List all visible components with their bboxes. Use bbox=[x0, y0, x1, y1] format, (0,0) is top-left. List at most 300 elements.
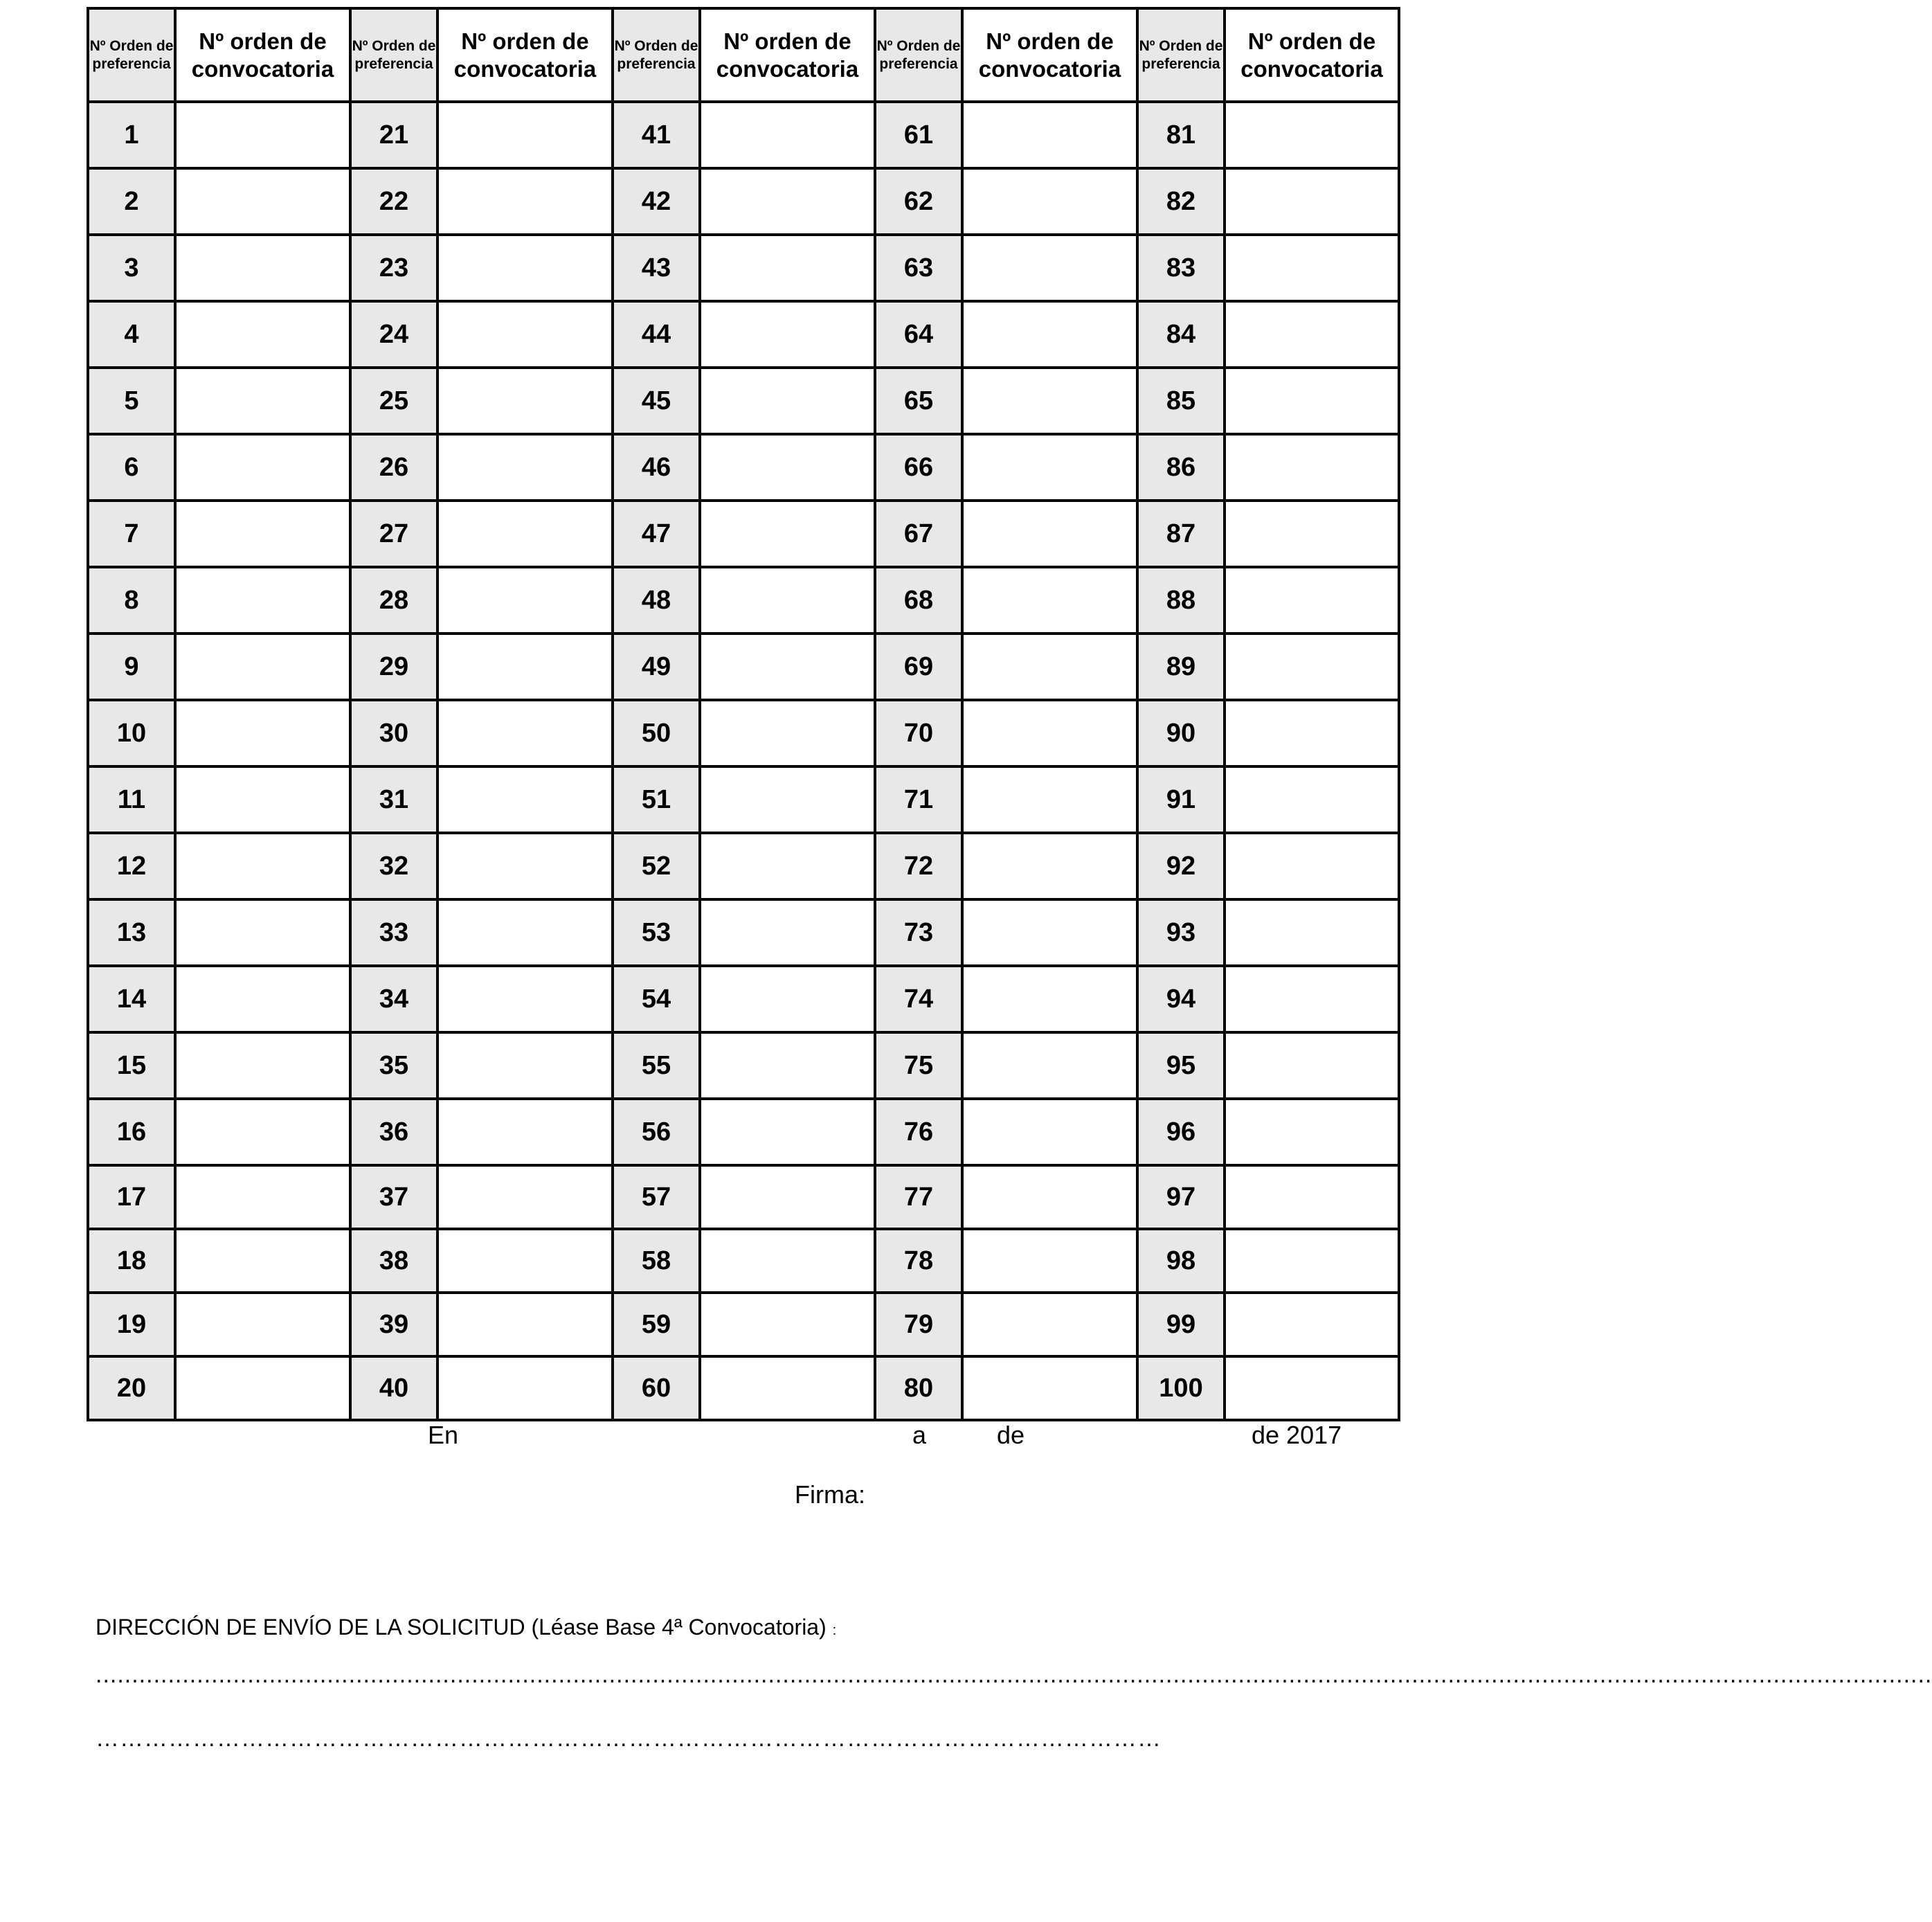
preference-number: 55 bbox=[613, 1032, 700, 1099]
preference-number: 20 bbox=[88, 1356, 175, 1420]
header-orden-convocatoria: Nº orden de convocatoria bbox=[962, 8, 1137, 102]
preference-number: 99 bbox=[1137, 1293, 1225, 1356]
preference-number: 61 bbox=[875, 102, 962, 168]
convocatoria-cell[interactable] bbox=[1225, 1165, 1399, 1229]
table-row bbox=[88, 1356, 1399, 1420]
convocatoria-cell[interactable] bbox=[437, 102, 613, 168]
address-line-2[interactable]: …………………………………………………………………………………………………………………… bbox=[96, 1725, 1162, 1752]
preference-number: 40 bbox=[350, 1356, 437, 1420]
convocatoria-cell[interactable] bbox=[1225, 1032, 1399, 1099]
convocatoria-cell[interactable] bbox=[175, 168, 350, 235]
convocatoria-cell[interactable] bbox=[1225, 1356, 1399, 1420]
convocatoria-input[interactable] bbox=[439, 502, 611, 566]
convocatoria-input[interactable] bbox=[177, 701, 349, 765]
convocatoria-cell[interactable] bbox=[700, 102, 875, 168]
convocatoria-cell[interactable] bbox=[1225, 235, 1399, 301]
convocatoria-input[interactable] bbox=[1226, 635, 1398, 699]
preference-number: 14 bbox=[88, 966, 175, 1032]
convocatoria-cell[interactable] bbox=[175, 434, 350, 501]
preference-number: 53 bbox=[613, 899, 700, 966]
convocatoria-input[interactable] bbox=[701, 303, 874, 366]
preference-number: 82 bbox=[1137, 168, 1225, 235]
convocatoria-input[interactable] bbox=[177, 635, 349, 699]
convocatoria-input[interactable] bbox=[701, 1100, 874, 1164]
preference-number: 22 bbox=[350, 168, 437, 235]
preference-number: 44 bbox=[613, 301, 700, 368]
convocatoria-input[interactable] bbox=[1226, 103, 1398, 167]
convocatoria-input[interactable] bbox=[439, 967, 611, 1031]
convocatoria-cell[interactable] bbox=[962, 1032, 1137, 1099]
convocatoria-cell[interactable] bbox=[700, 235, 875, 301]
convocatoria-cell[interactable] bbox=[700, 634, 875, 700]
convocatoria-input[interactable] bbox=[439, 1034, 611, 1097]
convocatoria-cell[interactable] bbox=[962, 434, 1137, 501]
convocatoria-input[interactable] bbox=[177, 834, 349, 898]
convocatoria-input[interactable] bbox=[701, 568, 874, 632]
preference-number: 18 bbox=[88, 1229, 175, 1293]
table-row bbox=[88, 833, 1399, 899]
convocatoria-input[interactable] bbox=[177, 568, 349, 632]
convocatoria-input[interactable] bbox=[1226, 768, 1398, 832]
convocatoria-input[interactable] bbox=[964, 502, 1136, 566]
convocatoria-input[interactable] bbox=[701, 502, 874, 566]
convocatoria-input[interactable] bbox=[1226, 236, 1398, 300]
convocatoria-cell[interactable] bbox=[437, 368, 613, 434]
preference-number: 38 bbox=[350, 1229, 437, 1293]
convocatoria-cell[interactable] bbox=[175, 368, 350, 434]
convocatoria-cell[interactable] bbox=[437, 301, 613, 368]
convocatoria-input[interactable] bbox=[1226, 435, 1398, 499]
convocatoria-cell[interactable] bbox=[175, 966, 350, 1032]
preference-number: 63 bbox=[875, 235, 962, 301]
convocatoria-input[interactable] bbox=[439, 901, 611, 964]
table-row bbox=[88, 1032, 1399, 1099]
convocatoria-input[interactable] bbox=[439, 170, 611, 233]
convocatoria-input[interactable] bbox=[439, 834, 611, 898]
convocatoria-input[interactable] bbox=[964, 768, 1136, 832]
preference-number: 6 bbox=[88, 434, 175, 501]
convocatoria-cell[interactable] bbox=[175, 1032, 350, 1099]
table-row bbox=[88, 700, 1399, 766]
preference-number: 100 bbox=[1137, 1356, 1225, 1420]
convocatoria-input[interactable] bbox=[439, 303, 611, 366]
convocatoria-cell[interactable] bbox=[962, 700, 1137, 766]
preference-number: 83 bbox=[1137, 235, 1225, 301]
convocatoria-input[interactable] bbox=[1226, 834, 1398, 898]
preference-number: 31 bbox=[350, 766, 437, 833]
convocatoria-input[interactable] bbox=[964, 1167, 1136, 1228]
convocatoria-input[interactable] bbox=[1226, 568, 1398, 632]
preference-number: 2 bbox=[88, 168, 175, 235]
preference-number: 98 bbox=[1137, 1229, 1225, 1293]
convocatoria-input[interactable] bbox=[964, 1294, 1136, 1355]
convocatoria-input[interactable] bbox=[177, 1230, 349, 1291]
preference-number: 46 bbox=[613, 434, 700, 501]
convocatoria-cell[interactable] bbox=[437, 1293, 613, 1356]
convocatoria-cell[interactable] bbox=[175, 235, 350, 301]
convocatoria-input[interactable] bbox=[177, 967, 349, 1031]
day-label: a bbox=[912, 1421, 927, 1449]
convocatoria-cell[interactable] bbox=[962, 102, 1137, 168]
convocatoria-input[interactable] bbox=[177, 435, 349, 499]
preference-number: 59 bbox=[613, 1293, 700, 1356]
convocatoria-cell[interactable] bbox=[700, 1099, 875, 1165]
convocatoria-input[interactable] bbox=[1226, 967, 1398, 1031]
convocatoria-cell[interactable] bbox=[962, 833, 1137, 899]
convocatoria-input[interactable] bbox=[964, 1100, 1136, 1164]
convocatoria-cell[interactable] bbox=[962, 966, 1137, 1032]
convocatoria-input[interactable] bbox=[964, 369, 1136, 433]
convocatoria-input[interactable] bbox=[964, 967, 1136, 1031]
preference-number: 4 bbox=[88, 301, 175, 368]
convocatoria-input[interactable] bbox=[439, 768, 611, 832]
convocatoria-cell[interactable] bbox=[1225, 501, 1399, 567]
preference-number: 78 bbox=[875, 1229, 962, 1293]
preference-number: 33 bbox=[350, 899, 437, 966]
convocatoria-input[interactable] bbox=[439, 568, 611, 632]
convocatoria-input[interactable] bbox=[964, 170, 1136, 233]
convocatoria-input[interactable] bbox=[177, 236, 349, 300]
convocatoria-input[interactable] bbox=[1226, 1167, 1398, 1228]
convocatoria-input[interactable] bbox=[439, 103, 611, 167]
convocatoria-input[interactable] bbox=[439, 635, 611, 699]
preference-number: 11 bbox=[88, 766, 175, 833]
preference-table bbox=[87, 7, 1400, 1421]
convocatoria-input[interactable] bbox=[177, 1294, 349, 1355]
table-header-row bbox=[88, 8, 1399, 102]
convocatoria-cell[interactable] bbox=[700, 899, 875, 966]
table-row bbox=[88, 567, 1399, 634]
convocatoria-input[interactable] bbox=[1226, 1358, 1398, 1419]
convocatoria-cell[interactable] bbox=[437, 634, 613, 700]
convocatoria-input[interactable] bbox=[439, 1167, 611, 1228]
convocatoria-cell[interactable] bbox=[1225, 168, 1399, 235]
convocatoria-cell[interactable] bbox=[437, 1356, 613, 1420]
preference-number: 66 bbox=[875, 434, 962, 501]
table-row bbox=[88, 434, 1399, 501]
convocatoria-input[interactable] bbox=[701, 1167, 874, 1228]
convocatoria-input[interactable] bbox=[964, 1230, 1136, 1291]
convocatoria-cell[interactable] bbox=[962, 168, 1137, 235]
convocatoria-cell[interactable] bbox=[175, 1229, 350, 1293]
convocatoria-input[interactable] bbox=[439, 701, 611, 765]
convocatoria-input[interactable] bbox=[964, 701, 1136, 765]
convocatoria-cell[interactable] bbox=[175, 102, 350, 168]
convocatoria-cell[interactable] bbox=[700, 567, 875, 634]
preference-number: 10 bbox=[88, 700, 175, 766]
convocatoria-cell[interactable] bbox=[437, 1099, 613, 1165]
convocatoria-cell[interactable] bbox=[437, 168, 613, 235]
preference-number: 29 bbox=[350, 634, 437, 700]
table-row bbox=[88, 168, 1399, 235]
preference-number: 16 bbox=[88, 1099, 175, 1165]
header-orden-convocatoria: Nº orden de convocatoria bbox=[437, 8, 613, 102]
convocatoria-cell[interactable] bbox=[962, 301, 1137, 368]
convocatoria-cell[interactable] bbox=[700, 766, 875, 833]
convocatoria-input[interactable] bbox=[701, 103, 874, 167]
convocatoria-cell[interactable] bbox=[175, 833, 350, 899]
preference-number: 27 bbox=[350, 501, 437, 567]
convocatoria-cell[interactable] bbox=[1225, 766, 1399, 833]
convocatoria-input[interactable] bbox=[1226, 303, 1398, 366]
preference-number: 93 bbox=[1137, 899, 1225, 966]
convocatoria-input[interactable] bbox=[1226, 502, 1398, 566]
convocatoria-cell[interactable] bbox=[700, 833, 875, 899]
convocatoria-input[interactable] bbox=[1226, 1034, 1398, 1097]
convocatoria-input[interactable] bbox=[964, 568, 1136, 632]
preference-number: 8 bbox=[88, 567, 175, 634]
convocatoria-input[interactable] bbox=[701, 635, 874, 699]
place-label: En bbox=[428, 1421, 459, 1449]
preference-number: 77 bbox=[875, 1165, 962, 1229]
header-orden-preferencia: Nº Orden de preferencia bbox=[1137, 8, 1225, 102]
convocatoria-cell[interactable] bbox=[1225, 1229, 1399, 1293]
convocatoria-input[interactable] bbox=[439, 435, 611, 499]
preference-number: 37 bbox=[350, 1165, 437, 1229]
preference-number: 17 bbox=[88, 1165, 175, 1229]
convocatoria-cell[interactable] bbox=[700, 1293, 875, 1356]
convocatoria-input[interactable] bbox=[177, 502, 349, 566]
convocatoria-cell[interactable] bbox=[175, 899, 350, 966]
convocatoria-cell[interactable] bbox=[175, 1099, 350, 1165]
convocatoria-cell[interactable] bbox=[700, 301, 875, 368]
convocatoria-cell[interactable] bbox=[437, 766, 613, 833]
convocatoria-cell[interactable] bbox=[962, 235, 1137, 301]
preference-number: 69 bbox=[875, 634, 962, 700]
convocatoria-cell[interactable] bbox=[962, 1293, 1137, 1356]
convocatoria-input[interactable] bbox=[1226, 369, 1398, 433]
convocatoria-cell[interactable] bbox=[700, 966, 875, 1032]
convocatoria-input[interactable] bbox=[177, 170, 349, 233]
preference-number: 49 bbox=[613, 634, 700, 700]
convocatoria-input[interactable] bbox=[701, 369, 874, 433]
convocatoria-input[interactable] bbox=[701, 1294, 874, 1355]
convocatoria-input[interactable] bbox=[964, 834, 1136, 898]
preference-number: 56 bbox=[613, 1099, 700, 1165]
convocatoria-input[interactable] bbox=[964, 236, 1136, 300]
preference-number: 84 bbox=[1137, 301, 1225, 368]
convocatoria-cell[interactable] bbox=[1225, 1099, 1399, 1165]
preference-number: 43 bbox=[613, 235, 700, 301]
convocatoria-cell[interactable] bbox=[437, 567, 613, 634]
header-orden-convocatoria: Nº orden de convocatoria bbox=[700, 8, 875, 102]
convocatoria-input[interactable] bbox=[701, 1358, 874, 1419]
preference-number: 9 bbox=[88, 634, 175, 700]
convocatoria-cell[interactable] bbox=[175, 1356, 350, 1420]
convocatoria-input[interactable] bbox=[964, 103, 1136, 167]
address-line-1[interactable]: .............................................................................................................................................................................................................................................................. bbox=[96, 1662, 1932, 1688]
convocatoria-cell[interactable] bbox=[700, 1229, 875, 1293]
table-body bbox=[88, 102, 1399, 1420]
convocatoria-cell[interactable] bbox=[700, 501, 875, 567]
convocatoria-input[interactable] bbox=[1226, 1100, 1398, 1164]
preference-number: 72 bbox=[875, 833, 962, 899]
convocatoria-input[interactable] bbox=[701, 1034, 874, 1097]
convocatoria-input[interactable] bbox=[964, 1358, 1136, 1419]
convocatoria-cell[interactable] bbox=[700, 1032, 875, 1099]
convocatoria-input[interactable] bbox=[964, 435, 1136, 499]
convocatoria-input[interactable] bbox=[701, 901, 874, 964]
convocatoria-cell[interactable] bbox=[437, 1229, 613, 1293]
preference-number: 68 bbox=[875, 567, 962, 634]
convocatoria-cell[interactable] bbox=[700, 434, 875, 501]
convocatoria-cell[interactable] bbox=[1225, 368, 1399, 434]
convocatoria-cell[interactable] bbox=[437, 899, 613, 966]
header-orden-preferencia: Nº Orden de preferencia bbox=[350, 8, 437, 102]
convocatoria-input[interactable] bbox=[701, 435, 874, 499]
preference-number: 1 bbox=[88, 102, 175, 168]
convocatoria-cell[interactable] bbox=[1225, 102, 1399, 168]
convocatoria-cell[interactable] bbox=[1225, 833, 1399, 899]
convocatoria-cell[interactable] bbox=[962, 766, 1137, 833]
convocatoria-cell[interactable] bbox=[437, 501, 613, 567]
convocatoria-cell[interactable] bbox=[437, 833, 613, 899]
convocatoria-cell[interactable] bbox=[962, 899, 1137, 966]
convocatoria-cell[interactable] bbox=[1225, 434, 1399, 501]
convocatoria-input[interactable] bbox=[177, 1034, 349, 1097]
convocatoria-cell[interactable] bbox=[962, 1229, 1137, 1293]
header-orden-preferencia: Nº Orden de preferencia bbox=[875, 8, 962, 102]
convocatoria-input[interactable] bbox=[701, 701, 874, 765]
preference-number: 52 bbox=[613, 833, 700, 899]
preference-number: 15 bbox=[88, 1032, 175, 1099]
preference-number: 35 bbox=[350, 1032, 437, 1099]
convocatoria-input[interactable] bbox=[439, 1100, 611, 1164]
convocatoria-input[interactable] bbox=[1226, 170, 1398, 233]
convocatoria-cell[interactable] bbox=[700, 1356, 875, 1420]
convocatoria-cell[interactable] bbox=[437, 1165, 613, 1229]
table-row bbox=[88, 1229, 1399, 1293]
preference-number: 87 bbox=[1137, 501, 1225, 567]
preference-number: 71 bbox=[875, 766, 962, 833]
convocatoria-cell[interactable] bbox=[700, 1165, 875, 1229]
convocatoria-input[interactable] bbox=[1226, 901, 1398, 964]
convocatoria-cell[interactable] bbox=[175, 1293, 350, 1356]
convocatoria-cell[interactable] bbox=[437, 700, 613, 766]
convocatoria-cell[interactable] bbox=[700, 168, 875, 235]
preference-number: 54 bbox=[613, 966, 700, 1032]
convocatoria-cell[interactable] bbox=[1225, 567, 1399, 634]
preference-number: 57 bbox=[613, 1165, 700, 1229]
convocatoria-cell[interactable] bbox=[175, 700, 350, 766]
convocatoria-cell[interactable] bbox=[1225, 634, 1399, 700]
convocatoria-cell[interactable] bbox=[962, 501, 1137, 567]
convocatoria-input[interactable] bbox=[177, 1167, 349, 1228]
convocatoria-cell[interactable] bbox=[962, 634, 1137, 700]
convocatoria-input[interactable] bbox=[701, 967, 874, 1031]
convocatoria-input[interactable] bbox=[177, 303, 349, 366]
convocatoria-cell[interactable] bbox=[437, 434, 613, 501]
preference-number: 28 bbox=[350, 567, 437, 634]
convocatoria-input[interactable] bbox=[439, 1358, 611, 1419]
convocatoria-cell[interactable] bbox=[437, 1032, 613, 1099]
convocatoria-input[interactable] bbox=[177, 1100, 349, 1164]
convocatoria-cell[interactable] bbox=[962, 567, 1137, 634]
convocatoria-cell[interactable] bbox=[962, 1356, 1137, 1420]
convocatoria-cell[interactable] bbox=[962, 368, 1137, 434]
convocatoria-input[interactable] bbox=[177, 901, 349, 964]
table-row bbox=[88, 766, 1399, 833]
convocatoria-cell[interactable] bbox=[962, 1165, 1137, 1229]
preference-number: 13 bbox=[88, 899, 175, 966]
convocatoria-input[interactable] bbox=[1226, 1230, 1398, 1291]
convocatoria-cell[interactable] bbox=[1225, 1293, 1399, 1356]
preference-number: 7 bbox=[88, 501, 175, 567]
convocatoria-input[interactable] bbox=[177, 768, 349, 832]
convocatoria-cell[interactable] bbox=[437, 235, 613, 301]
table-row bbox=[88, 1165, 1399, 1229]
convocatoria-cell[interactable] bbox=[1225, 966, 1399, 1032]
preference-number: 97 bbox=[1137, 1165, 1225, 1229]
convocatoria-input[interactable] bbox=[1226, 701, 1398, 765]
preference-number: 58 bbox=[613, 1229, 700, 1293]
table-row bbox=[88, 1099, 1399, 1165]
convocatoria-cell[interactable] bbox=[175, 301, 350, 368]
preference-number: 42 bbox=[613, 168, 700, 235]
convocatoria-cell[interactable] bbox=[1225, 700, 1399, 766]
preference-number: 45 bbox=[613, 368, 700, 434]
convocatoria-input[interactable] bbox=[1226, 1294, 1398, 1355]
convocatoria-cell[interactable] bbox=[962, 1099, 1137, 1165]
convocatoria-input[interactable] bbox=[964, 635, 1136, 699]
preference-number: 60 bbox=[613, 1356, 700, 1420]
convocatoria-input[interactable] bbox=[439, 1294, 611, 1355]
convocatoria-input[interactable] bbox=[439, 236, 611, 300]
convocatoria-input[interactable] bbox=[177, 1358, 349, 1419]
convocatoria-cell[interactable] bbox=[700, 700, 875, 766]
convocatoria-cell[interactable] bbox=[175, 1165, 350, 1229]
convocatoria-input[interactable] bbox=[964, 901, 1136, 964]
table-row bbox=[88, 368, 1399, 434]
convocatoria-input[interactable] bbox=[701, 768, 874, 832]
convocatoria-input[interactable] bbox=[701, 170, 874, 233]
preference-number: 75 bbox=[875, 1032, 962, 1099]
convocatoria-input[interactable] bbox=[964, 303, 1136, 366]
preference-number: 65 bbox=[875, 368, 962, 434]
preference-number: 26 bbox=[350, 434, 437, 501]
convocatoria-cell[interactable] bbox=[175, 634, 350, 700]
preference-number: 36 bbox=[350, 1099, 437, 1165]
convocatoria-cell[interactable] bbox=[1225, 899, 1399, 966]
convocatoria-input[interactable] bbox=[439, 1230, 611, 1291]
convocatoria-input[interactable] bbox=[177, 103, 349, 167]
convocatoria-input[interactable] bbox=[177, 369, 349, 433]
convocatoria-cell[interactable] bbox=[175, 501, 350, 567]
convocatoria-cell[interactable] bbox=[175, 766, 350, 833]
preference-number: 3 bbox=[88, 235, 175, 301]
preference-number: 62 bbox=[875, 168, 962, 235]
preference-number: 74 bbox=[875, 966, 962, 1032]
convocatoria-cell[interactable] bbox=[437, 966, 613, 1032]
preference-number: 96 bbox=[1137, 1099, 1225, 1165]
convocatoria-input[interactable] bbox=[701, 1230, 874, 1291]
convocatoria-cell[interactable] bbox=[1225, 301, 1399, 368]
convocatoria-input[interactable] bbox=[439, 369, 611, 433]
convocatoria-cell[interactable] bbox=[700, 368, 875, 434]
preference-number: 21 bbox=[350, 102, 437, 168]
table-row bbox=[88, 501, 1399, 567]
convocatoria-input[interactable] bbox=[701, 236, 874, 300]
address-heading-text: DIRECCIÓN DE ENVÍO DE LA SOLICITUD (Léase Base 4ª Convocatoria) bbox=[96, 1615, 827, 1640]
preference-number: 24 bbox=[350, 301, 437, 368]
preference-number: 5 bbox=[88, 368, 175, 434]
convocatoria-cell[interactable] bbox=[175, 567, 350, 634]
convocatoria-input[interactable] bbox=[701, 834, 874, 898]
preference-number: 91 bbox=[1137, 766, 1225, 833]
preference-number: 81 bbox=[1137, 102, 1225, 168]
preference-number: 32 bbox=[350, 833, 437, 899]
convocatoria-input[interactable] bbox=[964, 1034, 1136, 1097]
